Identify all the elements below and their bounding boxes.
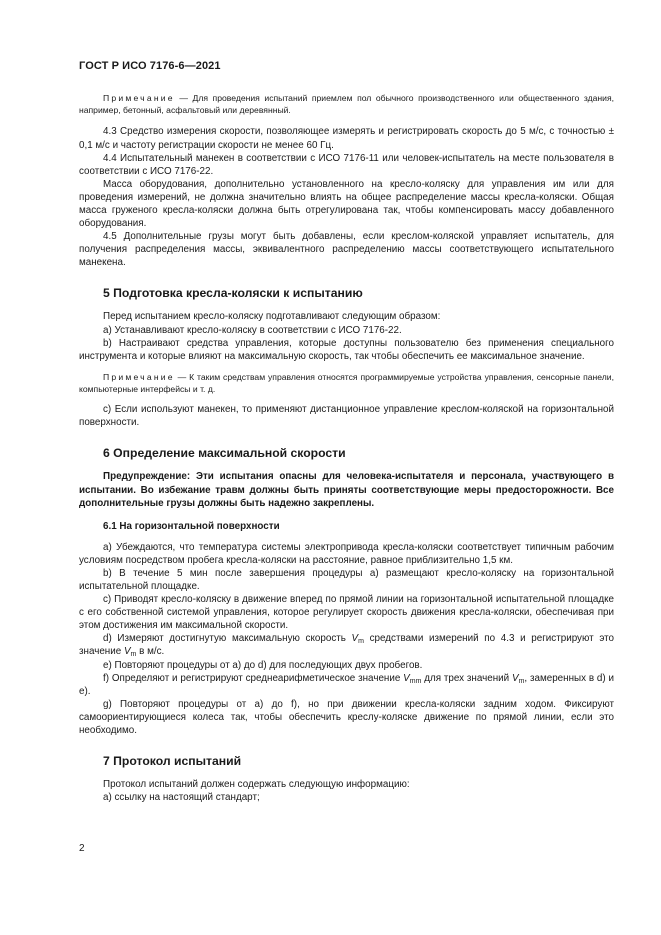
page-content bbox=[79, 92, 614, 804]
f-text-1: f) Определяют и регистрируют среднеарифметическое значение bbox=[103, 672, 404, 684]
page-number: 2 bbox=[79, 843, 85, 854]
section-7-title: 7 Протокол испытаний bbox=[103, 754, 242, 769]
sec6-item-g: g) Повторяют процедуры от а) до f), но при движении кресла-коляски задним ходом. Фиксируют самоориентирующиеся колеса так, чтобы обеспечить креслу-коляске движение по прямой линии, если это необходимо. bbox=[79, 698, 614, 736]
d-text-3: в м/с. bbox=[136, 646, 165, 658]
warning-text: Предупреждение: Эти испытания опасны для человека-испытателя и персонала, участвующего в испытании. Во избежание травм должны быть приняты соответствующие меры предосторожности. Все дополнительные грузы должны быть надежно закреплены. bbox=[79, 471, 614, 509]
sec6-item-e: e) Повторяют процедуры от а) до d) для последующих двух пробегов. bbox=[103, 659, 423, 671]
var-sub-m: m bbox=[518, 677, 525, 685]
sec5-note bbox=[79, 371, 614, 395]
d-text-2: средствами измерений по 4.3 и регистрируют это значение bbox=[79, 633, 614, 658]
para-4-4: 4.4 Испытательный манекен в соответствии с ИСО 7176-11 или человек-испытатель на месте пользователя в соответствии с ИСО 7176-22. bbox=[79, 152, 614, 177]
note-text: — Для проведения испытаний приемлем пол обычного производственного или общественного здания, например, бетонный, асфальтовый или деревянный. bbox=[79, 93, 614, 116]
para-mass: Масса оборудования, дополнительно установленного на кресло-коляску для управления им или для проведения измерений, не должна значительно влиять на общее распределение массы кресла-коляски. Общая масса груженого кресла-коляски должна быть отрегулирована так, чтобы компенсировать массу добавленного оборудования. bbox=[79, 178, 614, 230]
sec5-intro: Перед испытанием кресло-коляску подготавливают следующим образом: bbox=[103, 311, 441, 323]
var-sub-m: m bbox=[130, 651, 137, 659]
standard-header: ГОСТ Р ИСО 7176-6—2021 bbox=[79, 60, 221, 72]
section-6-title: 6 Определение максимальной скорости bbox=[103, 446, 346, 461]
note-label: Примечание bbox=[103, 371, 175, 382]
sec6-item-c: c) Приводят кресло-коляску в движение вперед по прямой линии на горизонтальной испытательной площадке с его собственной системой управления, которое регулирует скорость движения кресла-коляски, обеспечивая при этом достижения им максимальной скорости. bbox=[79, 594, 614, 632]
var-v: V bbox=[351, 633, 359, 645]
f-text-3: , замеренных в d) и e). bbox=[79, 672, 614, 697]
f-text-2: для трех значений bbox=[421, 672, 512, 684]
var-v: V bbox=[511, 672, 519, 684]
var-v: V bbox=[123, 646, 131, 658]
sec6-item-f bbox=[79, 672, 614, 698]
var-sub-m: m bbox=[358, 638, 364, 646]
sec5-item-b: b) Настраивают средства управления, которые доступны пользователю без применения специального инструмента и которые влияют на максимальную скорость, так чтобы обеспечить ее максимальное значение. bbox=[79, 337, 614, 362]
sec7-intro: Протокол испытаний должен содержать следующую информацию: bbox=[103, 779, 410, 791]
note-text: — К таким средствам управления относятся программируемые устройства управления, сенсорные панели, компьютерные интерфейсы и т. д. bbox=[79, 371, 614, 395]
para-4-3: 4.3 Средство измерения скорости, позволяющее измерять и регистрировать скорость до 5 м/с, с точностью ± 0,1 м/с и частоту регистрации скорости не менее 60 Гц. bbox=[79, 126, 614, 151]
var-sub-mm: mm bbox=[409, 677, 422, 685]
note-4-2 bbox=[79, 92, 614, 116]
note-label: Примечание bbox=[103, 93, 175, 103]
sec5-item-a: a) Устанавливают кресло-коляску в соответствии с ИСО 7176-22. bbox=[103, 324, 402, 336]
d-text-1: d) Измеряют достигнутую максимальную скорость bbox=[103, 633, 352, 645]
sec7-item-a: a) ссылку на настоящий стандарт; bbox=[103, 792, 260, 804]
sec6-item-d bbox=[79, 632, 614, 658]
var-v: V bbox=[403, 672, 410, 684]
sec6-item-a: a) Убеждаются, что температура системы электропривода кресла-коляски соответствует типичным рабочим условиям посредством пробега кресла-коляски на расстояние, равное приблизительно 1,5 км. bbox=[79, 541, 614, 566]
para-4-5: 4.5 Дополнительные грузы могут быть добавлены, если креслом-коляской управляет испытатель, для получения распределения массы, эквивалентного распределению массы соответствующего испытательного манекена. bbox=[79, 231, 614, 269]
sec5-item-c: c) Если используют манекен, то применяют дистанционное управление креслом-коляской на горизонтальной поверхности. bbox=[79, 404, 614, 429]
subsection-6-1-title: 6.1 На горизонтальной поверхности bbox=[103, 520, 280, 532]
section-5-title: 5 Подготовка кресла-коляски к испытанию bbox=[103, 286, 363, 301]
sec6-item-b: b) В течение 5 мин после завершения процедуры а) размещают кресло-коляску на горизонтальной испытательной площадке. bbox=[79, 567, 614, 592]
